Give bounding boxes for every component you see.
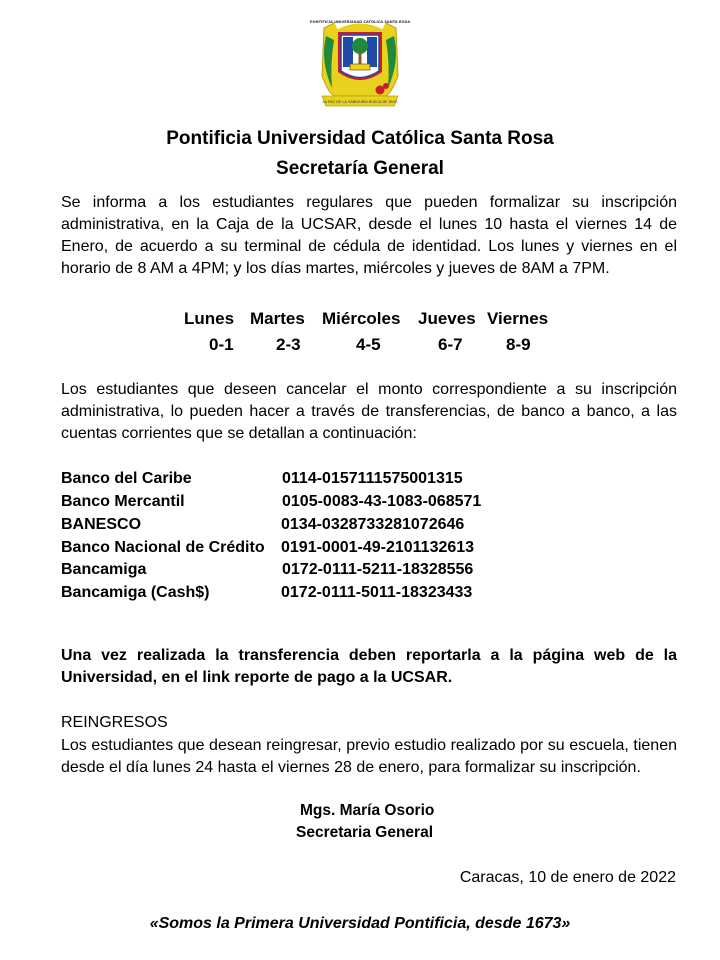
document-date: Caracas, 10 de enero de 2022 <box>459 869 676 886</box>
bank-account: 0172-0111-5011-18323433 <box>281 584 473 601</box>
bank-account: 0172-0111-5211-18328556 <box>282 561 474 578</box>
intro-paragraph: Se informa a los estudiantes regulares que pueden formalizar su inscripción administrativa, en la Caja de la UCSAR, desde el lunes 10 hasta el viernes 14 de Enero, de acuerdo a su terminal de cédula de identidad. Los lunes y viernes en el horario de 8 AM a 4PM; y los días martes, miércoles y jueves de 8AM a 7PM. <box>61 194 677 277</box>
schedule-day: Viernes <box>487 309 549 328</box>
bank-account: 0105-0083-43-1083-068571 <box>282 493 482 510</box>
reingresos-paragraph: Los estudiantes que desean reingresar, previo estudio realizado por su escuela, tienen desde el día lunes 24 hasta el viernes 28 de enero, para formalizar su inscripción. <box>61 737 677 776</box>
shield-quadrant-left <box>343 37 353 67</box>
page-subtitle: Secretaría General <box>276 158 444 179</box>
book-icon <box>350 64 370 70</box>
report-notice: Una vez realizada la transferencia deben reportarla a la página web de la Universidad, en el link reporte de pago a la UCSAR. <box>61 647 677 686</box>
payment-paragraph: Los estudiantes que deseen cancelar el monto correspondiente a su inscripción administrativa, lo pueden hacer a través de transferencias, de banco a banco, a las cuentas corrientes que se detallan a continuación: <box>61 381 677 442</box>
schedule-day: Lunes <box>184 309 235 328</box>
tree-icon <box>352 38 368 54</box>
schedule-day: Martes <box>250 309 305 328</box>
university-logo <box>309 6 411 114</box>
schedule-terminal: 2-3 <box>276 335 301 354</box>
bank-name: Bancamiga (Cash$) <box>61 584 210 601</box>
university-motto: «Somos la Primera Universidad Pontificia, desde 1673» <box>149 915 571 932</box>
page-title: Pontificia Universidad Católica Santa Rosa <box>166 128 554 149</box>
reingresos-heading: REINGRESOS <box>61 714 168 731</box>
bank-account: 0114-0157111575001315 <box>282 470 463 487</box>
schedule-day: Jueves <box>418 309 476 328</box>
bank-account: 0134-0328733281072646 <box>281 516 465 533</box>
signature-role: Secretaria General <box>296 824 434 841</box>
bank-account: 0191-0001-49-2101132613 <box>281 539 475 556</box>
signature-name: Mgs. María Osorio <box>300 802 435 819</box>
bank-name: Banco del Caribe <box>61 470 192 487</box>
schedule-day: Miércoles <box>322 309 401 328</box>
logo-ribbon-text: LA PAZ DE LA SABIDURÍA BUSCA DE DIOS <box>322 100 398 104</box>
schedule-terminal: 6-7 <box>438 335 463 354</box>
schedule-terminal: 4-5 <box>356 335 381 354</box>
schedule-terminal: 8-9 <box>506 335 531 354</box>
bank-name: BANESCO <box>61 516 142 533</box>
bank-name: Banco Mercantil <box>61 493 185 510</box>
logo-arc-text: PONTIFICIA UNIVERSIDAD CATÓLICA SANTA ROSA <box>309 20 411 24</box>
schedule-terminal: 0-1 <box>209 335 234 354</box>
bank-name: Banco Nacional de Crédito <box>61 539 265 556</box>
shield-quadrant-right <box>367 37 377 67</box>
bank-name: Bancamiga <box>61 561 147 578</box>
